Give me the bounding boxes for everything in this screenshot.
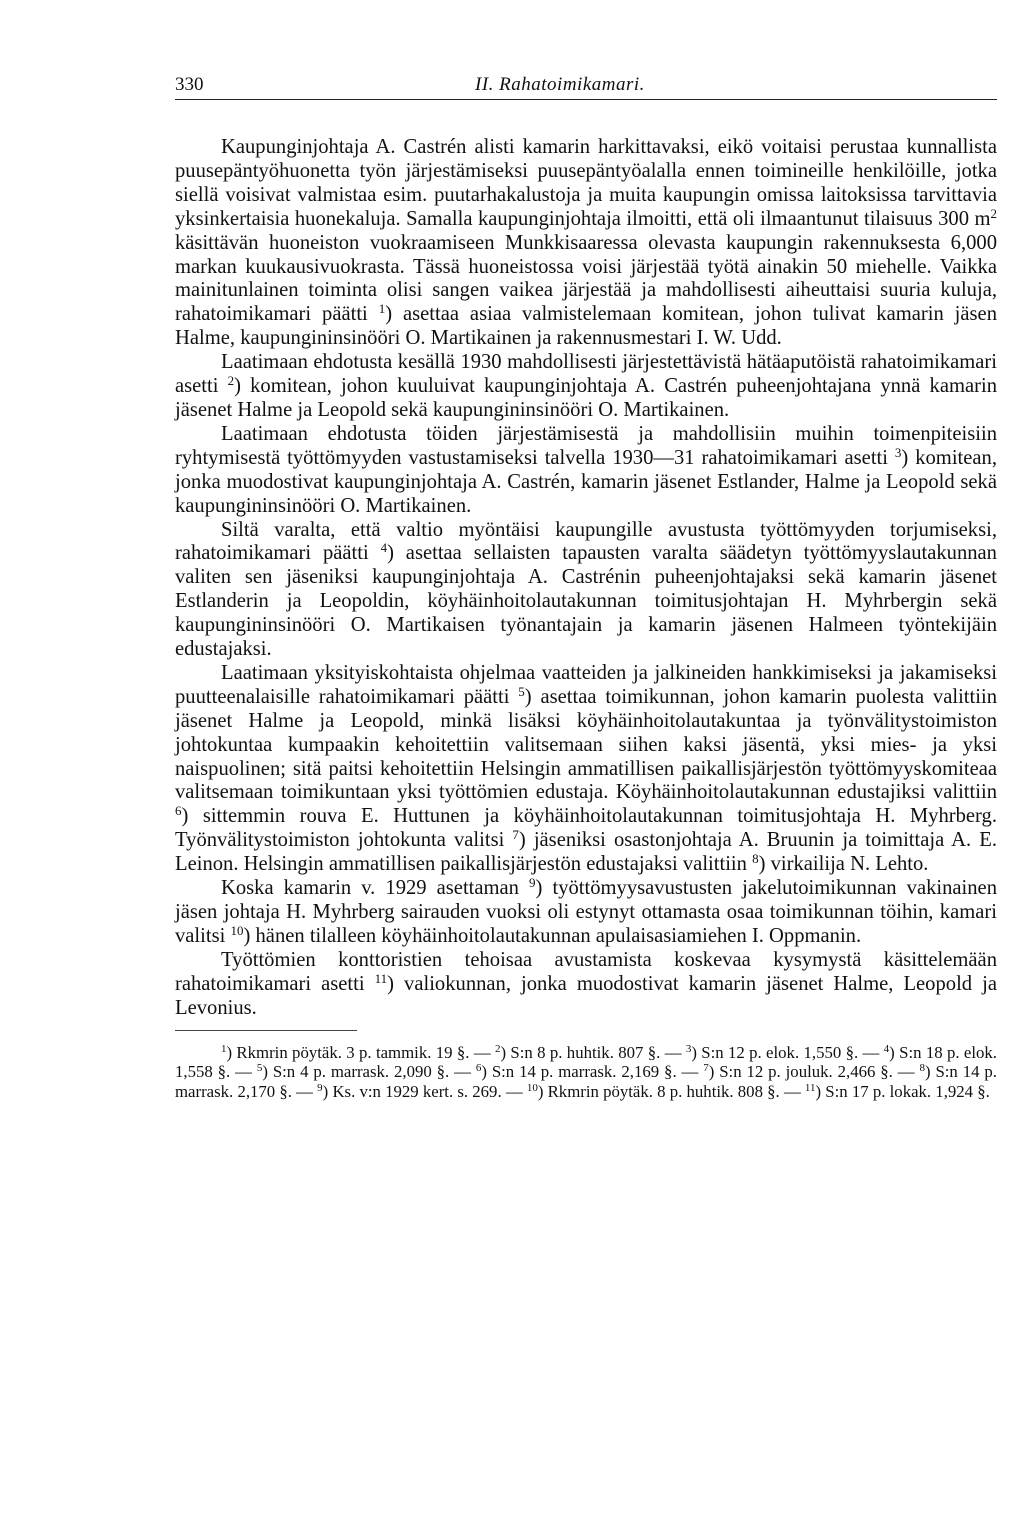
text-run: ) S:n 14 p. marrask. 2,169 §. — [481,1062,704,1082]
text-run: ) S:n 14 p. marrask. 2,170 §. — [175,1062,997,1101]
footnote-marker: 7 [703,1062,709,1075]
footnote-marker: 2 [227,373,235,389]
paragraph [175,519,997,662]
footnote-marker: 10 [230,922,244,938]
text-run: ) virkailija N. Lehto. [758,853,929,876]
header-rule [175,99,997,100]
footnote-marker: 2 [990,205,997,221]
footnote-marker: 1 [221,1042,227,1055]
footnote-marker: 3 [685,1042,692,1055]
text-run: ) asettaa toimikunnan, johon kamarin puolesta valittiin jäsenet Halme ja Leopold, minkä lisäksi köyhäinhoitolautakuntaa ja työnvälitystoimiston johtokuntaa kumpaakin kehoitettiin valitsemaan siihen kaksi jäsentä, yksi mies- ja yksi naispuolinen; sitä paitsi kehoitettiin Helsingin ammatillisen paikallisjärjestön työttömyyskomiteaa valitsemaan toimikuntaan yksi työttömien edustaja. Köyhäinhoitolautakunnan edustajiksi valittiin [175,685,997,804]
text-run: Koska kamarin v. 1929 asettaman [221,877,530,900]
footnote-marker: 6 [175,803,182,819]
text-run: ) asettaa sellaisten tapausten varalta säädetyn työttömyyslautakunnan valiten sen jäseniksi kaupunginjohtaja A. Castrénin puheenjohtajaksi sekä kamarin jäsenet Estlanderin ja Leopoldin, köyhäinhoitolautakunnan toimitusjohtajan H. Myhrbergin sekä kaupungininsinööri O. Martikaisen työnantajain ja kamarin jäsenen Halmeen työntekijäin edustajaksi. [175,542,997,661]
text-run: ) S:n 12 p. elok. 1,550 §. — [691,1042,884,1062]
text-run: ) työttömyysavustusten jakelutoimikunnan vakinainen jäsen johtaja H. Myhrberg sairauden vuoksi oli estynyt ottamasta osaa toimikunnan töihin, kamari valitsi [175,877,997,947]
text-run: Siltä varalta, että valtio myöntäisi kaupungille avustusta työttömyyden torjumiseksi, rahatoimikamari päätti [175,518,997,565]
footnote-rule [175,1030,357,1031]
paragraph [175,949,997,1021]
footnote-marker: 4 [380,540,388,556]
text-run: ) komitean, johon kuuluivat kaupunginjohtaja A. Castrén puheenjohtajana ynnä kamarin jäsenet Halme ja Leopold sekä kaupungininsinööri O. Martikainen. [175,375,997,421]
text-run: Laatimaan ehdotusta kesällä 1930 mahdollisesti järjestettävistä hätäaputöistä rahatoimikamari asetti [175,351,997,398]
text-run: ) S:n 8 p. huhtik. 807 §. — [500,1042,686,1062]
text-run: ) komitean, jonka muodostivat kaupunginjohtaja A. Castrén, kamarin jäsenet Estlander, Halme ja Leopold sekä kaupungininsinööri O. Martikainen. [175,446,997,517]
text-run: ) S:n 17 p. lokak. 1,924 §. [815,1081,990,1101]
text-run: ) asettaa asiaa valmistelemaan komitean, johon tulivat kamarin jäsen Halme, kaupungininsinööri O. Martikainen ja rakennusmestari I. W. Udd. [175,303,997,350]
text-run: Laatimaan yksityiskohtaista ohjelmaa vaatteiden ja jalkineiden hankkimiseksi ja jakamiseksi puutteenalaisille rahatoimikamari päätti [175,661,997,708]
text-run: ) valiokunnan, jonka muodostivat kamarin jäsenet Halme, Leopold ja Levonius. [175,972,997,1019]
footnotes [175,1043,997,1102]
text-run: Laatimaan ehdotusta töiden järjestämisestä ja mahdollisiin muihin toimenpiteisiin ryhtymisestä työttömyyden vastustamiseksi talvella 1930—31 rahatoimikamari asetti [175,422,997,469]
footnote-marker: 2 [494,1042,501,1055]
text-run: Kaupunginjohtaja A. Castrén alisti kamarin harkittavaksi, eikö voitaisi perustaa kunnallista puusepäntyöhuonetta työn järjestämiseksi puusepäntyöalalla ennen toimineille henkilöille, jotka siellä voisivat valmistaa esim. puutarhakalustoja ja muita kaupungin omissa laitoksissa tarvittavia yksinkertaisia huonekaluja. Samalla kaupunginjohtaja ilmoitti, että oli ilmaantunut tilaisuus 300 m [175,136,997,230]
paragraph [175,877,997,949]
text-run: ) S:n 12 p. jouluk. 2,466 §. — [708,1062,920,1082]
book-page [175,66,997,1101]
running-title: II. Rahatoimikamari. [475,74,645,95]
text-run: ) S:n 18 p. elok. 1,558 §. — [175,1042,997,1082]
footnote-marker: 11 [804,1081,816,1094]
footnote-marker: 5 [256,1062,263,1075]
text-run: ) sittemmin rouva E. Huttunen ja köyhäinhoitolautakunnan toimitusjohtaja H. Myhrberg. Työnvälitystoimiston johtokunta valitsi [175,805,997,852]
text-run: ) jäseniksi osastonjohtaja A. Bruunin ja toimittaja A. E. Leinon. Helsingin ammatillisen paikallisjärjestön edustajaksi valittiin [175,829,997,876]
footnote-marker: 7 [512,827,519,843]
text-run: ) Ks. v:n 1929 kert. s. 269. — [322,1081,527,1101]
paragraph [175,662,997,877]
paragraph [175,136,997,351]
page-header [175,66,997,100]
footnote-marker: 4 [883,1042,890,1055]
text-run: Työttömien konttoristien tehoisaa avustamista koskevaa kysymystä käsittelemään rahatoimikamari asetti [175,948,997,995]
paragraph [175,423,997,519]
footnote-marker: 1 [378,301,386,317]
footnote-marker: 6 [475,1062,482,1075]
footnote-marker: 3 [894,444,902,460]
footnote-marker: 9 [529,875,536,891]
paragraph [175,351,997,423]
footnote-marker: 10 [526,1081,538,1094]
footnote-marker: 8 [919,1062,925,1075]
text-run: ) Rkmrin pöytäk. 8 p. huhtik. 808 §. — [537,1081,805,1101]
text-run: ) Rkmrin pöytäk. 3 p. tammik. 19 §. — [226,1042,495,1062]
footnote-marker: 11 [374,970,388,986]
footnote-marker: 8 [752,851,759,867]
text-run: käsittävän huoneiston vuokraamiseen Munkkisaaressa olevasta kaupungin rakennuksesta 6,000 markan kuukausivuokrasta. Tässä huoneistossa voisi järjestää työtä ainakin 50 miehelle. Vaikka mainitunlainen toiminta olisi sangen vaikea järjestää ja mahdollisesti aiheuttaisi suuria kuluja, rahatoimikamari päätti [175,231,997,326]
text-run: ) S:n 4 p. marrask. 2,090 §. — [262,1062,476,1082]
text-run: ) hänen tilalleen köyhäinhoitolautakunnan apulaisasiamiehen I. Oppmanin. [243,924,862,947]
page-number: 330 [175,74,204,95]
footnote-marker: 9 [317,1081,323,1094]
body-text [175,136,997,1021]
footnote-marker: 5 [518,683,525,699]
